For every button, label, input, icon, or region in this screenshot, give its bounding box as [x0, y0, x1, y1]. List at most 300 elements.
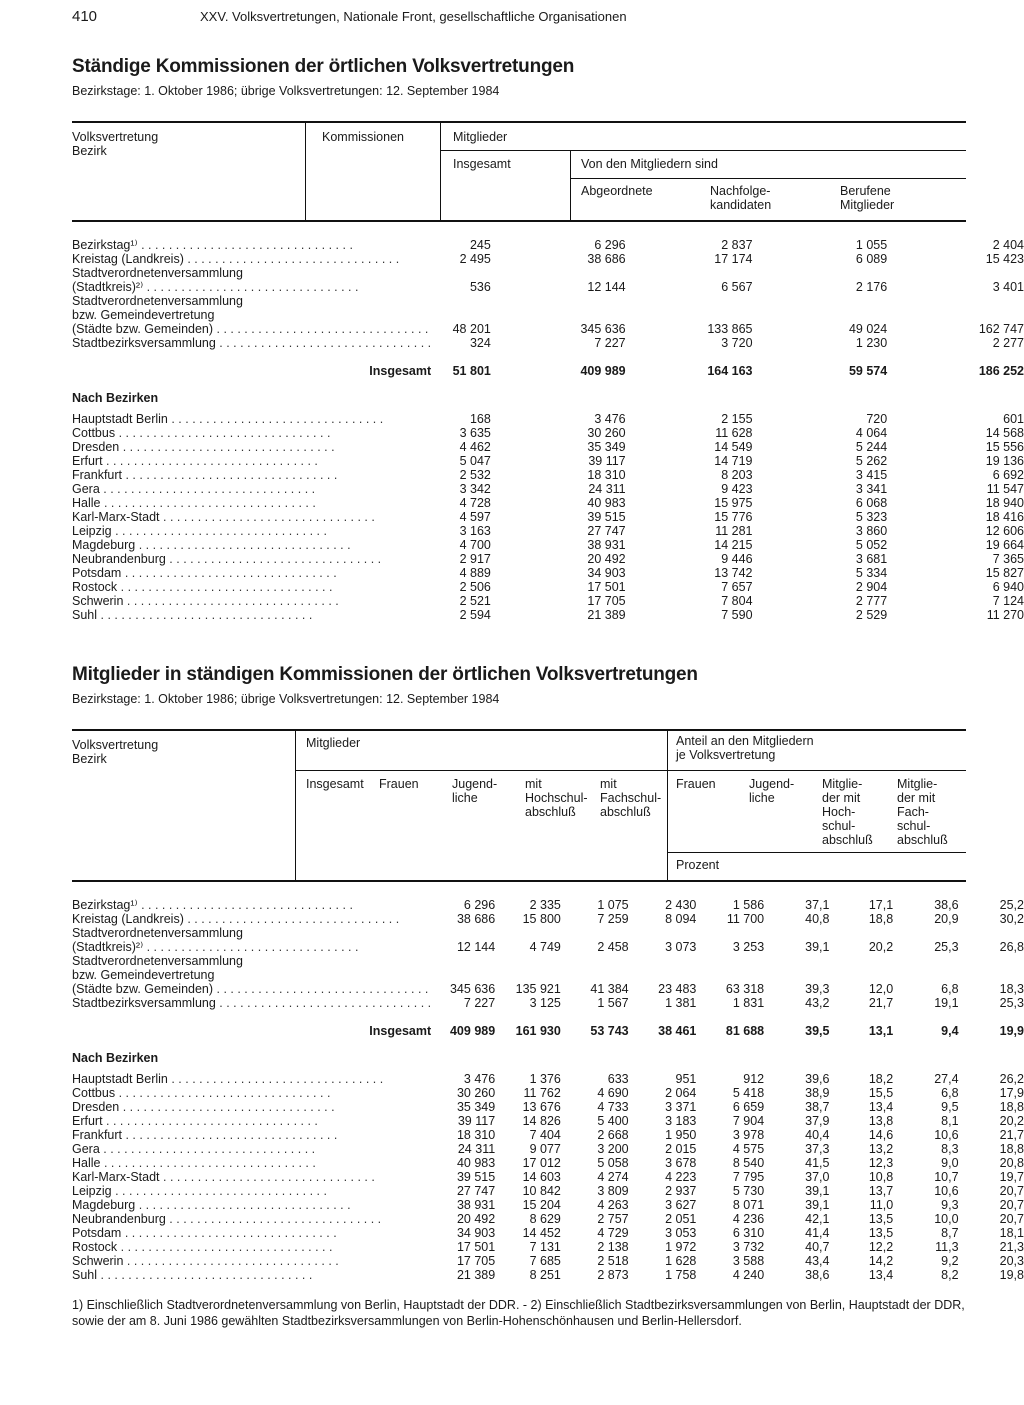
table2-rule	[296, 770, 966, 771]
footnotes: 1) Einschließlich Stadtverordnetenversammlung von Berlin, Hauptstadt der DDR. - 2) Einschließlich Stadtbezirksversammlungen von Berlin, Hauptstadt der DDR, sowie der am 8. Juni 1986 gewählten Stadtbezirksversammlungen von Berlin-Hohenschönhausen und Berlin-Hellersdorf.	[72, 1298, 965, 1328]
table-row	[72, 1226, 1024, 1240]
leader-dots: . . . . . . . . . . . . . . . . . . . . . . . . . . . . . . .	[99, 1142, 316, 1156]
table-cell: 2 757	[597, 1212, 629, 1226]
table-row	[72, 1128, 1024, 1142]
row-label: Magdeburg . . . . . . . . . . . . . . . . . . . . . . . . . . . . . . .	[72, 538, 351, 552]
table1-header-kommissionen: Kommissionen	[322, 130, 404, 144]
table-cell: 3 401	[992, 280, 1024, 294]
table-cell: 18 310	[587, 468, 626, 482]
table-cell: 7 404	[529, 1128, 561, 1142]
row-label: Hauptstadt Berlin . . . . . . . . . . . . . . . . . . . . . . . . . . . . . . .	[72, 1072, 384, 1086]
table-cell	[893, 968, 958, 982]
table-cell: 2 904	[855, 580, 888, 594]
table-cell: 2 176	[855, 280, 888, 294]
table-cell	[491, 266, 626, 280]
table-cell: 30 260	[587, 426, 626, 440]
table-cell: 51 801	[452, 364, 491, 378]
table-cell	[696, 968, 764, 982]
table2-header-p-frauen: Frauen	[676, 777, 716, 791]
leader-dots: . . . . . . . . . . . . . . . . . . . . . . . . . . . . . . .	[165, 1212, 382, 1226]
row-label: bzw. Gemeindevertretung	[72, 308, 215, 322]
table-cell: 41,4	[805, 1226, 830, 1240]
table-row	[72, 294, 1024, 308]
table2-top-rule	[72, 729, 966, 731]
table-cell: 6 659	[732, 1100, 765, 1114]
table-cell: 2 495	[459, 252, 491, 266]
running-head: XXV. Volksvertretungen, Nationale Front, gesellschaftliche Organisationen	[200, 9, 627, 24]
table-cell: 12 144	[587, 280, 626, 294]
table-cell: 3 860	[855, 524, 888, 538]
leader-dots: . . . . . . . . . . . . . . . . . . . . . . . . . . . . . . .	[183, 912, 400, 926]
row-label: Insgesamt	[369, 364, 432, 378]
table-cell: 18 940	[985, 496, 1024, 510]
table-cell: 17 501	[587, 580, 626, 594]
table-cell: 1 972	[665, 1240, 697, 1254]
table-cell: 21 389	[587, 608, 626, 622]
row-label: Stadtverordnetenversammlung	[72, 266, 243, 280]
leader-dots: . . . . . . . . . . . . . . . . . . . . . . . . . . . . . . .	[215, 996, 432, 1010]
table2-divider	[667, 731, 668, 880]
table-cell: 9 077	[529, 1142, 561, 1156]
table-cell: 39 117	[457, 1114, 496, 1128]
table-row	[72, 1156, 1024, 1170]
table-cell: 30,2	[999, 912, 1024, 926]
table-cell: 7 685	[529, 1254, 561, 1268]
page-number: 410	[72, 8, 98, 25]
table-cell: 15 423	[985, 252, 1024, 266]
row-label: Suhl . . . . . . . . . . . . . . . . . . . . . . . . . . . . . . .	[72, 1268, 313, 1282]
table-cell: 17 012	[522, 1156, 561, 1170]
table-row	[72, 412, 1024, 426]
table-cell: 6 068	[855, 496, 888, 510]
table-cell: 1 230	[855, 336, 888, 350]
table-cell: 345 636	[580, 322, 626, 336]
table-row	[72, 1072, 1024, 1086]
row-label: Hauptstadt Berlin . . . . . . . . . . . . . . . . . . . . . . . . . . . . . . .	[72, 412, 384, 426]
leader-dots: . . . . . . . . . . . . . . . . . . . . . . . . . . . . . . .	[165, 552, 382, 566]
leader-dots: . . . . . . . . . . . . . . . . . . . . . . . . . . . . . . .	[111, 1184, 327, 1198]
table-cell: 3 732	[732, 1240, 765, 1254]
table-cell: 9,2	[941, 1254, 959, 1268]
table-cell	[696, 954, 764, 968]
table-cell: 3 809	[597, 1184, 629, 1198]
table-cell: 81 688	[725, 1024, 765, 1038]
table-cell	[887, 308, 1024, 322]
table1-stub-header: Volksvertretung Bezirk	[72, 130, 159, 158]
table-cell: 8,7	[941, 1226, 959, 1240]
table-cell: 18,1	[999, 1226, 1024, 1240]
table-row	[72, 454, 1024, 468]
table-cell: 6,8	[941, 982, 959, 996]
table-row	[72, 608, 1024, 622]
table-row	[72, 1212, 1024, 1226]
table1-header-insgesamt: Insgesamt	[453, 157, 511, 171]
table-cell: 21 389	[456, 1268, 496, 1282]
table-cell: 38 931	[587, 538, 626, 552]
table-cell: 39,1	[805, 1184, 830, 1198]
table-row	[72, 1184, 1024, 1198]
table-cell: 59 574	[848, 364, 888, 378]
table-cell: 38,6	[805, 1268, 830, 1282]
table-cell: 17 174	[714, 252, 753, 266]
table-row	[72, 308, 1024, 322]
table-cell: 20,3	[999, 1254, 1024, 1268]
table-cell: 2 051	[665, 1212, 697, 1226]
table-cell: 19,1	[934, 996, 959, 1010]
table-cell: 19 136	[985, 454, 1024, 468]
table-cell: 8 629	[529, 1212, 561, 1226]
table-cell: 3 200	[597, 1142, 629, 1156]
table-cell: 21,7	[868, 996, 894, 1010]
table-cell: 39,5	[805, 1024, 830, 1038]
leader-dots: . . . . . . . . . . . . . . . . . . . . . . . . . . . . . . .	[143, 940, 359, 954]
table-cell: 1 628	[665, 1254, 697, 1268]
table-cell: 5 730	[732, 1184, 765, 1198]
table2-header-hochschul: mit Hochschul- abschluß	[525, 777, 588, 819]
table-cell: 35 349	[587, 440, 626, 454]
table1-header-bottom-rule	[72, 220, 966, 222]
table-cell: 7 227	[463, 996, 496, 1010]
table-cell: 8 094	[665, 912, 697, 926]
table-cell: 43,2	[805, 996, 830, 1010]
table-cell: 164 163	[707, 364, 753, 378]
table-cell: 27 747	[456, 1184, 496, 1198]
table-cell: 3 053	[665, 1226, 697, 1240]
table-cell: 2 404	[992, 238, 1024, 252]
table-cell	[431, 294, 491, 308]
table-cell	[431, 266, 491, 280]
table-cell	[887, 266, 1024, 280]
table-cell: 2 777	[855, 594, 888, 608]
table-cell: 15 827	[985, 566, 1024, 580]
row-label: Dresden . . . . . . . . . . . . . . . . . . . . . . . . . . . . . . .	[72, 440, 335, 454]
table-cell: 9,5	[941, 1100, 959, 1114]
table-cell: 63 318	[725, 982, 765, 996]
table1-title: Ständige Kommissionen der örtlichen Volksvertretungen	[72, 56, 575, 77]
table-cell: 7 657	[721, 580, 753, 594]
table-cell: 13,7	[868, 1184, 894, 1198]
row-label: Gera . . . . . . . . . . . . . . . . . . . . . . . . . . . . . . .	[72, 482, 316, 496]
leader-dots: . . . . . . . . . . . . . . . . . . . . . . . . . . . . . . .	[159, 510, 375, 524]
table-cell: 27 747	[587, 524, 626, 538]
table-cell: 9 423	[721, 482, 753, 496]
table-row	[72, 336, 1024, 350]
leader-dots: . . . . . . . . . . . . . . . . . . . . . . . . . . . . . . .	[143, 280, 359, 294]
table-cell: 409 989	[449, 1024, 496, 1038]
table-cell: 35 349	[456, 1100, 496, 1114]
table-cell: 40 983	[587, 496, 626, 510]
table2-body	[72, 898, 1024, 1282]
table-cell: 409 989	[580, 364, 626, 378]
table-cell	[753, 294, 888, 308]
table-cell: 13,5	[868, 1226, 894, 1240]
row-label: Neubrandenburg . . . . . . . . . . . . . . . . . . . . . . . . . . . . . . .	[72, 1212, 382, 1226]
table-cell: 25,2	[999, 898, 1024, 912]
table-cell: 17 705	[456, 1254, 496, 1268]
table-cell: 38 686	[456, 912, 496, 926]
table-cell: 18,8	[868, 912, 894, 926]
row-label: (Städte bzw. Gemeinden) . . . . . . . . . . . . . . . . . . . . . . . . . . . . . . .	[72, 982, 429, 996]
table-cell: 17 501	[456, 1240, 496, 1254]
table-cell: 1 381	[665, 996, 697, 1010]
table-cell: 3 678	[665, 1156, 697, 1170]
table-cell: 951	[675, 1072, 697, 1086]
table-cell: 11 281	[715, 524, 753, 538]
table-cell: 13,5	[868, 1212, 894, 1226]
row-label: Kreistag (Landkreis) . . . . . . . . . . . . . . . . . . . . . . . . . . . . . . .	[72, 252, 400, 266]
table-cell: 15 800	[522, 912, 561, 926]
table-cell: 720	[866, 412, 888, 426]
section-heading: Nach Bezirken	[72, 391, 159, 405]
table-cell: 23 483	[658, 982, 697, 996]
leader-dots: . . . . . . . . . . . . . . . . . . . . . . . . . . . . . . .	[122, 1128, 338, 1142]
table-cell: 11,0	[869, 1198, 894, 1212]
row-label: Insgesamt	[369, 1024, 432, 1038]
table-cell	[495, 954, 561, 968]
table-cell: 14 452	[522, 1226, 561, 1240]
table-cell: 4 064	[855, 426, 888, 440]
table2-stub-header: Volksvertretung Bezirk	[72, 738, 159, 766]
table-cell	[830, 926, 894, 940]
table-cell	[626, 266, 753, 280]
leader-dots: . . . . . . . . . . . . . . . . . . . . . . . . . . . . . . .	[119, 440, 335, 454]
row-label: Erfurt . . . . . . . . . . . . . . . . . . . . . . . . . . . . . . .	[72, 1114, 318, 1128]
table-cell: 8,2	[941, 1268, 959, 1282]
table-row	[72, 1170, 1024, 1184]
table-cell: 3 371	[665, 1100, 697, 1114]
table-cell: 40,7	[805, 1240, 830, 1254]
table-cell: 4 749	[529, 940, 561, 954]
table-cell: 7 590	[721, 608, 753, 622]
table-row	[72, 552, 1024, 566]
leader-dots: . . . . . . . . . . . . . . . . . . . . . . . . . . . . . . .	[99, 482, 316, 496]
table-row	[72, 426, 1024, 440]
table-cell: 3 635	[459, 426, 491, 440]
table-cell: 20 492	[587, 552, 626, 566]
table-cell: 49 024	[848, 322, 888, 336]
table-cell: 5 047	[459, 454, 491, 468]
row-label: Karl-Marx-Stadt . . . . . . . . . . . . . . . . . . . . . . . . . . . . . . .	[72, 510, 375, 524]
table-cell: 4 240	[732, 1268, 765, 1282]
table-cell	[753, 308, 888, 322]
table-cell: 18,3	[999, 982, 1024, 996]
table-cell: 11 270	[986, 608, 1024, 622]
table-cell	[959, 968, 1024, 982]
row-label: Rostock . . . . . . . . . . . . . . . . . . . . . . . . . . . . . . .	[72, 1240, 333, 1254]
table-row	[72, 358, 1024, 384]
table2-rule	[668, 852, 966, 853]
table-cell	[626, 294, 753, 308]
table-cell: 11,3	[935, 1240, 959, 1254]
table-cell: 18 310	[456, 1128, 496, 1142]
leader-dots: . . . . . . . . . . . . . . . . . . . . . . . . . . . . . . .	[123, 594, 339, 608]
table-cell: 20,8	[999, 1156, 1024, 1170]
table-cell: 2 138	[597, 1240, 629, 1254]
table-cell: 1 758	[665, 1268, 697, 1282]
table-cell: 9,4	[941, 1024, 959, 1038]
table-row	[72, 538, 1024, 552]
leader-dots: . . . . . . . . . . . . . . . . . . . . . . . . . . . . . . .	[213, 322, 429, 336]
row-label: Stadtverordnetenversammlung	[72, 954, 243, 968]
table-cell: 7 365	[992, 552, 1024, 566]
table-cell: 39 515	[587, 510, 626, 524]
table-cell: 14,6	[868, 1128, 894, 1142]
table2-header-p-jugend: Jugend- liche	[749, 777, 795, 805]
table-cell	[830, 968, 894, 982]
table-cell: 2 668	[597, 1128, 629, 1142]
table-cell: 37,3	[805, 1142, 830, 1156]
table-cell: 21,3	[999, 1240, 1024, 1254]
table-cell: 13,2	[868, 1142, 894, 1156]
table-cell: 38,9	[805, 1086, 830, 1100]
leader-dots: . . . . . . . . . . . . . . . . . . . . . . . . . . . . . . .	[215, 336, 432, 350]
table-row	[72, 482, 1024, 496]
table-cell: 2 837	[721, 238, 753, 252]
table-cell: 17,1	[868, 898, 894, 912]
table-cell	[629, 968, 697, 982]
table-cell: 53 743	[590, 1024, 629, 1038]
table-cell: 12,3	[868, 1156, 894, 1170]
table-cell: 2 521	[459, 594, 491, 608]
table-cell: 168	[469, 412, 491, 426]
table-cell	[959, 926, 1024, 940]
leader-dots: . . . . . . . . . . . . . . . . . . . . . . . . . . . . . . .	[137, 898, 353, 912]
table-cell: 4 889	[459, 566, 491, 580]
table-cell: 4 462	[459, 440, 491, 454]
table-row	[72, 1254, 1024, 1268]
row-label: Karl-Marx-Stadt . . . . . . . . . . . . . . . . . . . . . . . . . . . . . . .	[72, 1170, 375, 1184]
row-label: Frankfurt . . . . . . . . . . . . . . . . . . . . . . . . . . . . . . .	[72, 468, 338, 482]
table-cell: 42,1	[805, 1212, 830, 1226]
table-cell: 4 575	[732, 1142, 765, 1156]
table-cell: 2 064	[665, 1086, 697, 1100]
table-cell: 5 052	[855, 538, 888, 552]
table1-divider	[570, 150, 571, 220]
table-row	[72, 968, 1024, 982]
table-row	[72, 982, 1024, 996]
row-label: Potsdam . . . . . . . . . . . . . . . . . . . . . . . . . . . . . . .	[72, 1226, 337, 1240]
table-cell: 3 253	[732, 940, 765, 954]
table-cell: 8,3	[941, 1142, 959, 1156]
table2-header-jugendliche: Jugend- liche	[452, 777, 498, 805]
table-cell: 8 203	[721, 468, 753, 482]
table-cell: 2 155	[721, 412, 753, 426]
table-cell: 536	[469, 280, 491, 294]
table-row	[72, 238, 1024, 252]
table-cell: 3 476	[594, 412, 626, 426]
table-row	[72, 496, 1024, 510]
row-label: Cottbus . . . . . . . . . . . . . . . . . . . . . . . . . . . . . . .	[72, 426, 331, 440]
table-cell: 2 518	[597, 1254, 629, 1268]
table-cell	[753, 266, 888, 280]
table2-subtitle: Bezirkstage: 1. Oktober 1986; übrige Volksvertretungen: 12. September 1984	[72, 692, 500, 706]
table-cell: 5 334	[855, 566, 888, 580]
table-cell: 13 742	[714, 566, 753, 580]
row-label: Bezirkstag¹⁾ . . . . . . . . . . . . . . . . . . . . . . . . . . . . . . .	[72, 898, 353, 912]
table-cell: 3 720	[721, 336, 753, 350]
table-cell: 37,0	[805, 1170, 830, 1184]
table-cell: 1 055	[855, 238, 888, 252]
table-cell	[764, 954, 829, 968]
table-cell: 24 311	[588, 482, 626, 496]
table-row	[72, 1018, 1024, 1044]
table-cell: 4 223	[665, 1170, 697, 1184]
table-cell: 34 903	[587, 566, 626, 580]
table-cell: 14 215	[714, 538, 753, 552]
table-row	[72, 580, 1024, 594]
table-cell: 9,3	[941, 1198, 959, 1212]
row-label: Schwerin . . . . . . . . . . . . . . . . . . . . . . . . . . . . . . .	[72, 594, 339, 608]
table-cell: 2 532	[459, 468, 491, 482]
table-cell	[495, 968, 561, 982]
table-cell: 14 549	[714, 440, 753, 454]
table-cell	[893, 954, 958, 968]
row-label: Halle . . . . . . . . . . . . . . . . . . . . . . . . . . . . . . .	[72, 1156, 316, 1170]
leader-dots: . . . . . . . . . . . . . . . . . . . . . . . . . . . . . . .	[121, 1226, 337, 1240]
table1-body	[72, 238, 1024, 622]
table-cell: 10,6	[934, 1128, 959, 1142]
row-label: (Stadtkreis)²⁾ . . . . . . . . . . . . . . . . . . . . . . . . . . . . . . .	[72, 940, 359, 954]
table-cell: 37,9	[805, 1114, 830, 1128]
row-label: Gera . . . . . . . . . . . . . . . . . . . . . . . . . . . . . . .	[72, 1142, 316, 1156]
leader-dots: . . . . . . . . . . . . . . . . . . . . . . . . . . . . . . .	[121, 566, 337, 580]
table-cell: 13,1	[868, 1024, 894, 1038]
table-cell	[629, 954, 697, 968]
table-cell: 11 628	[715, 426, 753, 440]
table-cell: 245	[469, 238, 491, 252]
table-cell: 18,8	[999, 1142, 1024, 1156]
leader-dots: . . . . . . . . . . . . . . . . . . . . . . . . . . . . . . .	[117, 1240, 333, 1254]
table-cell	[561, 954, 629, 968]
table-cell: 39 117	[588, 454, 626, 468]
table-cell: 13,4	[868, 1268, 894, 1282]
row-label: Kreistag (Landkreis) . . . . . . . . . . . . . . . . . . . . . . . . . . . . . . .	[72, 912, 400, 926]
table-cell: 6 940	[992, 580, 1024, 594]
table-cell: 3 627	[665, 1198, 697, 1212]
table-cell: 6 296	[463, 898, 496, 912]
table-cell: 3 125	[529, 996, 561, 1010]
row-label: Stadtbezirksversammlung . . . . . . . . . . . . . . . . . . . . . . . . . . . . . . .	[72, 996, 432, 1010]
table2-divider	[295, 731, 296, 880]
table-cell: 15 975	[714, 496, 753, 510]
table-row	[72, 996, 1024, 1010]
table-cell	[959, 954, 1024, 968]
table-cell: 24 311	[457, 1142, 496, 1156]
table-cell: 12,2	[868, 1240, 894, 1254]
table2-header-p-fach: Mitglie- der mit Fach- schul- abschluß	[897, 777, 948, 847]
table-cell: 6,8	[941, 1086, 959, 1100]
table-cell: 5 323	[855, 510, 888, 524]
table-row	[72, 524, 1024, 538]
table-cell: 5 244	[855, 440, 888, 454]
table-cell: 15 776	[714, 510, 753, 524]
table-cell: 38 931	[456, 1198, 496, 1212]
table-cell: 4 700	[459, 538, 491, 552]
table-cell	[764, 926, 829, 940]
table-cell	[491, 294, 626, 308]
table-cell: 8 251	[529, 1268, 561, 1282]
leader-dots: . . . . . . . . . . . . . . . . . . . . . . . . . . . . . . .	[135, 1198, 351, 1212]
leader-dots: . . . . . . . . . . . . . . . . . . . . . . . . . . . . . . .	[100, 1156, 316, 1170]
table-cell: 39,1	[805, 1198, 830, 1212]
table-cell: 11 700	[726, 912, 765, 926]
table-row	[72, 954, 1024, 968]
table-cell: 2 458	[597, 940, 629, 954]
table-cell: 20,2	[999, 1114, 1024, 1128]
table-cell: 38 461	[658, 1024, 697, 1038]
row-label: (Städte bzw. Gemeinden) . . . . . . . . . . . . . . . . . . . . . . . . . . . . . . .	[72, 322, 429, 336]
table-cell: 324	[469, 336, 491, 350]
